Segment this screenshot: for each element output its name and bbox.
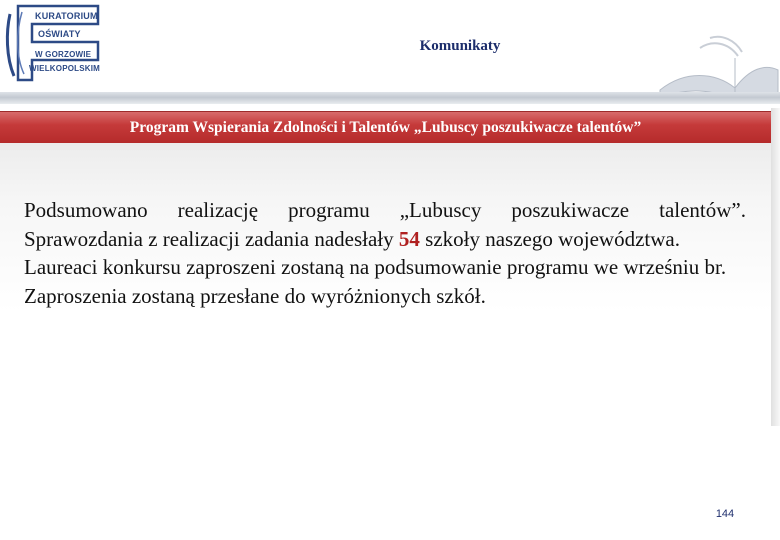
logo-line-2: OŚWIATY (38, 29, 81, 39)
paragraph-laureates: Laureaci konkursu zaproszeni zostaną na podsumowanie programu we wrześniu br. (24, 255, 727, 280)
slide-header (0, 0, 780, 100)
paragraph-invitations: Zaproszenia zostaną przesłane do wyróżnionych szkół. (24, 283, 486, 308)
logo-line-3: W GORZOWIE (35, 50, 92, 59)
program-banner (0, 111, 771, 145)
paragraph-summary (24, 196, 746, 253)
header-divider (0, 92, 780, 104)
announcement-body (24, 196, 746, 310)
schools-count: 54 (398, 226, 420, 251)
banner-text: Program Wspierania Zdolności i Talentów „Lubuscy poszukiwacze talentów” (129, 119, 642, 136)
page-title: Komunikaty (419, 38, 501, 54)
summary-text-end: szkoły naszego województwa. (419, 226, 680, 251)
logo-line-1: KURATORIUM (35, 11, 98, 21)
logo-line-4: WIELKOPOLSKIM (29, 64, 101, 73)
kuratorium-logo (2, 2, 102, 84)
content-edge (771, 108, 780, 426)
page-number: 144 (715, 508, 735, 520)
summary-text-start: Podsumowano realizację programu „Lubuscy poszukiwacze talentów”. Sprawozdania z realizacji zadania nadesłały (24, 198, 746, 251)
